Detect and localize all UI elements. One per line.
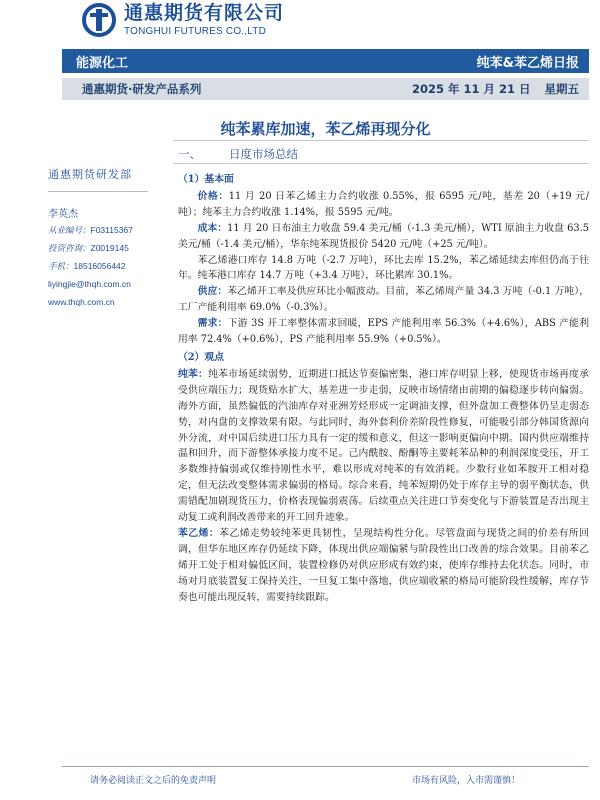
cost-paragraph	[178, 221, 589, 253]
cert-row	[48, 224, 133, 236]
company-logo-icon	[82, 3, 116, 37]
cost-text: 11 月 20 日布油主力收盘 59.4 美元/桶（-1.3 美元/桶），WTI 原油主力收盘 63.5 美元/桶（-1.4 美元/桶），华东纯苯现货报价 5420 元/吨（+25 元/吨）。	[178, 222, 590, 250]
subsection-view: （2）观点	[178, 351, 225, 363]
footer-divider	[62, 766, 589, 767]
analyst-name: 李英杰	[48, 209, 78, 220]
sub-header-bar	[62, 78, 589, 100]
phone-row	[48, 260, 126, 272]
benzene-view-label: 纯苯：	[178, 368, 209, 380]
section-heading	[178, 146, 298, 162]
phone-number: 18516056442	[73, 261, 126, 271]
series-label: 通惠期货·研发产品系列	[82, 82, 202, 96]
demand-text: 下游 3S 开工率整体需求回暖，EPS 产能利用率 56.3%（+4.6%），ABS 产能利用率 72.4%（+0.6%），PS 产能利用率 55.9%（+0.5%）。	[178, 318, 590, 346]
dept-name: 通惠期货研发部	[48, 168, 132, 181]
report-name: 纯苯&苯乙烯日报	[476, 55, 579, 71]
supply-paragraph	[178, 284, 589, 316]
benzene-view-text: 纯苯市场延续弱势，近期进口抵达节奏偏密集，港口库存明显上移，使现货市场再度承受供应端压力；现货贴水扩大、基差进一步走弱，反映市场情绪由前期的偏稳逐步转向偏弱。海外方面，虽然偏低的汽油库存对亚洲芳烃形成一定调油支撑，但外盘加工费整体仍呈走弱态势，对内盘的支撑效果有限。与此同时，海外套利价差阶段性修复，可能吸引部分韩国货源向外分流，对中国后续进口压力具有一定的缓和意义，但这一影响更偏向中期。国内供应端维持温和回升，而下游整体承接力度不足。己内酰胺、酚酮等主要耗苯品种的利润深度受压，开工多数维持偏弱或仅维持刚性水平，难以形成对纯苯的有效消耗。少数行业如苯胺开工相对稳定，但无法改变整体需求偏弱的格局。综合来看，纯苯短期仍处于库存主导的弱平衡状态，供需错配加剧现货压力，价格表现偏弱震荡。后续重点关注进口节奏变化与下游装置是否出现主动复工或利润改善带来的开工回升迹象。	[178, 368, 590, 524]
styrene-view-label: 苯乙烯：	[178, 527, 220, 539]
disclaimer-note: 请务必阅读正文之后的免责声明	[90, 776, 217, 786]
cert-number: F03115367	[90, 225, 133, 235]
stock-paragraph: 苯乙烯港口库存 14.8 万吨（-2.7 万吨），环比去库 15.2%，苯乙烯延续去库但仍高于往年。纯苯港口库存 14.7 万吨（+3.4 万吨），环比累库 30.1%。	[178, 254, 589, 282]
report-date: 2025 年 11 月 21 日	[411, 82, 531, 96]
logo-en-text: TONGHUI FUTURES CO.,LTD	[124, 25, 267, 37]
supply-text: 苯乙烯开工率及供应环比小幅波动。目前，苯乙烯周产量 34.3 万吨（-0.1 万吨），工厂产能利用率 69.0%（-0.3%）。	[178, 286, 589, 314]
demand-label: 需求：	[197, 318, 228, 330]
company-logo	[82, 0, 342, 40]
cert-label: 从业编号：	[48, 226, 91, 236]
header-bar	[62, 49, 589, 73]
styrene-view-text: 苯乙烯走势较纯苯更具韧性，呈现结构性分化。尽管盘面与现货之间的价差有所回调，但华东地区库存仍延续下降，体现出供应端偏紧与阶段性出口改善的综合效果。目前苯乙烯开工处于相对偏低区间，装置检修仍对供应形成有效约束，使库存维持去化状态。同时，市场对月底装置复工保持关注，一旦复工集中落地，供应端收紧的格局可能阶段性缓解，库存节奏也可能出现反转，需要持续跟踪。	[178, 527, 590, 603]
report-weekday: 星期五	[544, 82, 579, 96]
invest-number: Z0019145	[90, 243, 129, 253]
website-link[interactable]: www.thqh.com.cn	[48, 297, 115, 307]
email-link[interactable]: liyingjie@thqh.com.cn	[48, 279, 131, 289]
section-label: 日度市场总结	[229, 147, 298, 161]
benzene-view-paragraph	[178, 367, 589, 526]
section-number: 一、	[178, 147, 201, 161]
divider	[173, 140, 589, 141]
risk-note: 市场有风险，入市需谨慎！	[411, 776, 520, 786]
demand-paragraph	[178, 316, 589, 348]
styrene-view-paragraph	[178, 526, 589, 606]
cost-label: 成本：	[197, 222, 228, 234]
price-paragraph	[178, 189, 589, 221]
phone-label: 手机：	[48, 262, 74, 272]
sector-label: 能源化工	[76, 55, 129, 71]
logo-cn-text: 通惠期货有限公司	[124, 1, 285, 24]
supply-label: 供应：	[197, 286, 228, 298]
report-body	[178, 170, 589, 605]
price-text: 11 月 20 日苯乙烯主力合约收涨 0.55%，报 6595 元/吨，基差 20（+19 元/吨）；纯苯主力合约收涨 1.14%，报 5595 元/吨。	[178, 190, 589, 218]
invest-row	[48, 242, 129, 254]
invest-label: 投资咨询：	[48, 244, 91, 254]
divider	[173, 163, 589, 164]
sidebar-divider	[48, 191, 148, 192]
page-title: 纯苯累库加速，苯乙烯再现分化	[220, 120, 431, 138]
subsection-fundamentals: （1）基本面	[178, 174, 234, 185]
price-label: 价格：	[197, 190, 229, 202]
